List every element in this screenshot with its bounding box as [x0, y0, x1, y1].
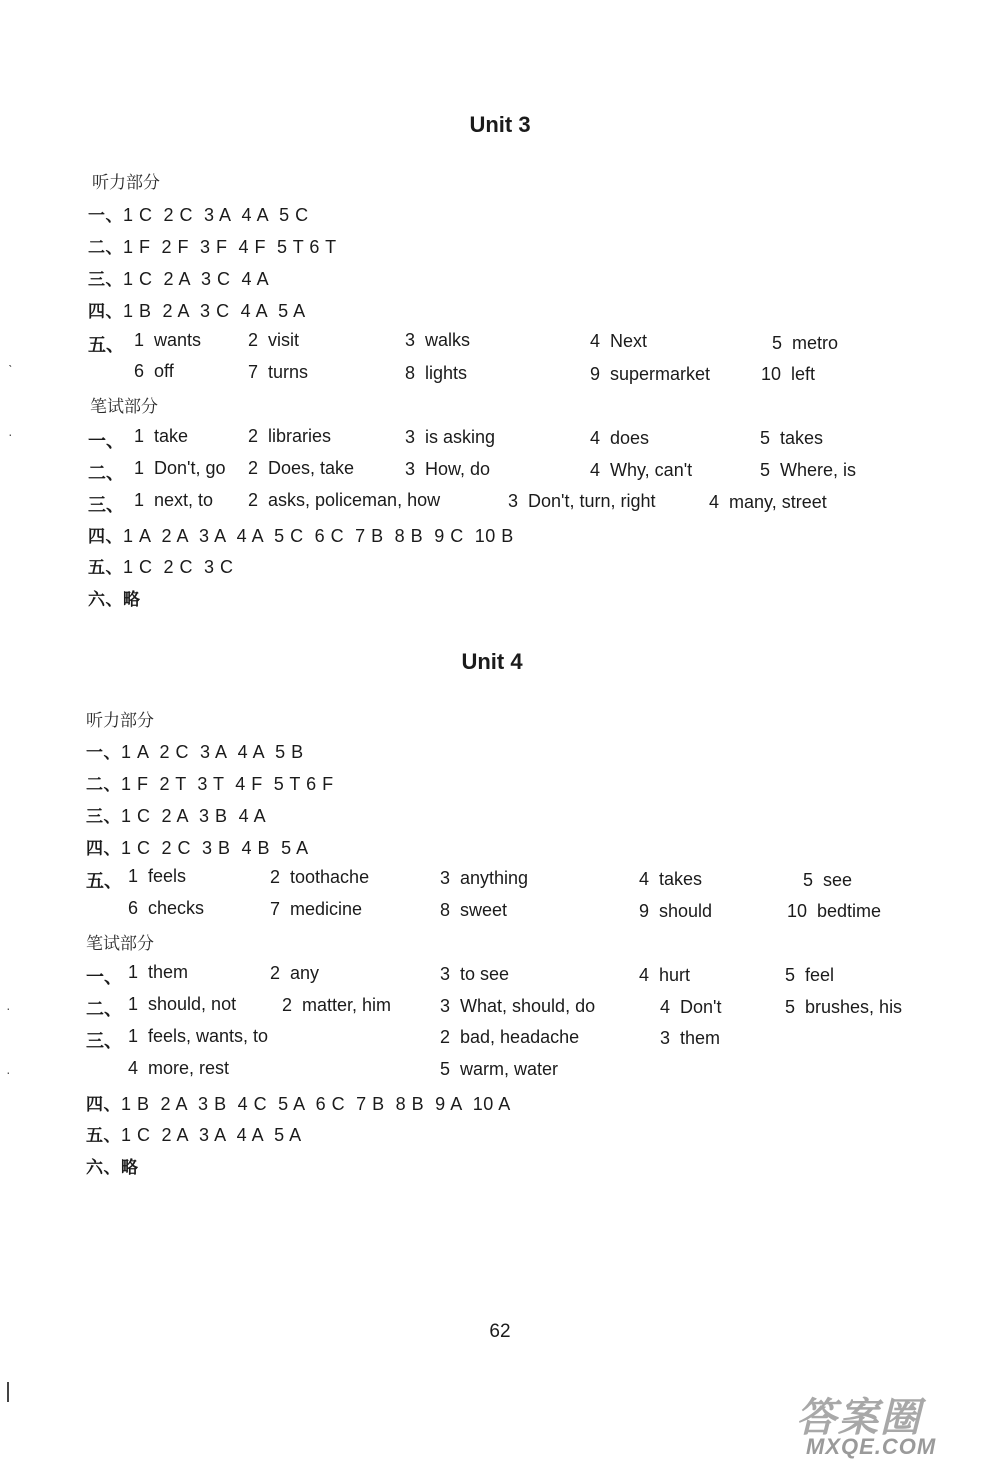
answer-item: 2 visit [248, 330, 300, 350]
answer-list: 1 B 2 A 3 B 4 C 5 A 6 C 7 B 8 B 9 A 10 A [121, 1094, 511, 1114]
question-number: 四、 [86, 1095, 121, 1115]
answer-list: 1 A 2 A 3 A 4 A 5 C 6 C 7 B 8 B 9 C 10 B [123, 526, 514, 546]
question-number: 一、 [88, 206, 123, 226]
answer-item: 8 sweet [440, 900, 508, 920]
unit-3-listening-row [88, 297, 306, 322]
question-number: 三、 [86, 1031, 122, 1052]
question-number: 三、 [88, 495, 124, 516]
question-number: 一、 [86, 967, 122, 988]
answer-item: 2 toothache [270, 867, 370, 887]
unit-3-writing-label: 笔试部分 [90, 397, 158, 417]
answer-item: 4 Next [590, 331, 648, 351]
answer-list: 1 A 2 C 3 A 4 A 5 B [121, 742, 304, 762]
answer-item: 1 wants [134, 330, 202, 350]
answer-item: 2 libraries [248, 426, 332, 446]
answer-item: 1 feels, wants, to [128, 1026, 269, 1046]
answer-item: 1 feels [128, 866, 187, 886]
question-number: 四、 [88, 527, 123, 547]
answer-item: 4 Why, can't [590, 460, 693, 480]
question-number: 五、 [88, 335, 124, 356]
margin-mark [7, 1382, 9, 1402]
margin-mark: · [6, 1064, 11, 1080]
answer-item: 3 to see [440, 964, 510, 984]
unit-3-listening-row [88, 233, 337, 258]
unit-4-writing-row [86, 1090, 511, 1115]
answer-item: 4 Don't [660, 997, 722, 1017]
question-number: 六、 [86, 1158, 121, 1178]
answer-item: 2 Does, take [248, 458, 355, 478]
answer-item: 5 takes [760, 428, 824, 448]
answer-item: 5 metro [772, 333, 839, 353]
question-number: 三、 [88, 270, 123, 290]
answer-item: 1 them [128, 962, 189, 982]
page-number: 62 [489, 1321, 511, 1342]
unit-4-listening-label: 听力部分 [86, 711, 154, 731]
answer-item: 3 them [660, 1028, 721, 1048]
unit-4-listening-row [86, 802, 266, 827]
question-number: 二、 [86, 775, 121, 795]
unit-3-writing-row [88, 522, 514, 547]
answer-list: 1 C 2 A 3 C 4 A [123, 269, 270, 289]
question-number: 二、 [88, 238, 123, 258]
question-number: 二、 [86, 999, 122, 1020]
question-number: 五、 [88, 558, 123, 578]
unit-3-writing-row [88, 553, 234, 578]
margin-mark: · [6, 1000, 11, 1016]
answer-list: 1 F 2 T 3 T 4 F 5 T 6 F [121, 774, 334, 794]
answer-item: 5 warm, water [440, 1059, 559, 1079]
question-number: 一、 [88, 431, 124, 452]
margin-mark: ˋ [8, 362, 13, 378]
answer-item: 10 left [761, 364, 816, 384]
answer-list: 1 C 2 C 3 A 4 A 5 C [123, 205, 309, 225]
answer-item: 4 does [590, 428, 650, 448]
answer-item: 2 asks, policeman, how [248, 490, 441, 510]
answer-item: 6 off [134, 361, 174, 381]
answer-item: 3 What, should, do [440, 996, 596, 1016]
unit-3-listening-row [88, 201, 309, 226]
unit-4-listening-row [86, 770, 334, 795]
answer-item: 9 supermarket [590, 364, 711, 384]
unit-3-listening-row [88, 265, 269, 290]
answer-item: 5 feel [785, 965, 835, 985]
answer-list: 略 [121, 1158, 139, 1178]
answer-item: 4 more, rest [128, 1058, 230, 1078]
unit-4-writing-row [86, 1153, 139, 1178]
question-number: 二、 [88, 463, 124, 484]
answer-list: 1 C 2 A 3 B 4 A [121, 806, 267, 826]
answer-list: 1 C 2 C 3 C [123, 557, 234, 577]
unit-4-title: Unit 4 [461, 649, 523, 674]
watermark-url: MXQE.COM [806, 1434, 937, 1459]
answer-item: 3 How, do [405, 459, 491, 479]
answer-item: 1 take [134, 426, 189, 446]
unit-4-listening-row [86, 738, 304, 763]
answer-item: 6 checks [128, 898, 205, 918]
watermark-title: 答案圈 [796, 1396, 922, 1440]
answer-list: 1 C 2 C 3 B 4 B 5 A [121, 838, 309, 858]
answer-item: 1 Don't, go [134, 458, 226, 478]
answer-item: 1 should, not [128, 994, 237, 1014]
answer-item: 5 see [803, 870, 853, 890]
answer-list: 1 F 2 F 3 F 4 F 5 T 6 T [123, 237, 337, 257]
answer-item: 4 takes [639, 869, 703, 889]
answer-item: 3 is asking [405, 427, 496, 447]
unit-4-listening-row [86, 834, 309, 859]
question-number: 四、 [86, 839, 121, 859]
answer-item: 2 matter, him [282, 995, 392, 1015]
answer-item: 2 any [270, 963, 320, 983]
question-number: 五、 [86, 871, 122, 892]
answer-item: 5 Where, is [760, 460, 857, 480]
answer-list: 1 B 2 A 3 C 4 A 5 A [123, 301, 306, 321]
answer-item: 4 hurt [639, 965, 691, 985]
question-number: 三、 [86, 807, 121, 827]
question-number: 一、 [86, 743, 121, 763]
answer-item: 10 bedtime [787, 901, 882, 921]
margin-mark: · [8, 426, 13, 442]
answer-item: 4 many, street [709, 492, 827, 512]
question-number: 六、 [88, 590, 123, 610]
answer-item: 2 bad, headache [440, 1027, 580, 1047]
answer-item: 7 turns [248, 362, 309, 382]
answer-list: 1 C 2 A 3 A 4 A 5 A [121, 1125, 302, 1145]
answer-item: 3 anything [440, 868, 529, 888]
answer-item: 8 lights [405, 363, 468, 383]
answer-item: 1 next, to [134, 490, 214, 510]
answer-item: 3 walks [405, 330, 471, 350]
unit-3-listening-label: 听力部分 [92, 173, 160, 193]
answer-item: 3 Don't, turn, right [508, 491, 656, 511]
unit-4-writing-label: 笔试部分 [86, 934, 154, 954]
unit-3-writing-row [88, 585, 141, 610]
answer-list: 略 [123, 590, 141, 610]
question-number: 五、 [86, 1126, 121, 1146]
answer-item: 9 should [639, 901, 713, 921]
answer-item: 7 medicine [270, 899, 363, 919]
unit-3-title: Unit 3 [469, 112, 531, 137]
watermark-logo [788, 1386, 978, 1461]
answer-item: 5 brushes, his [785, 997, 903, 1017]
question-number: 四、 [88, 302, 123, 322]
unit-4-writing-row [86, 1121, 302, 1146]
